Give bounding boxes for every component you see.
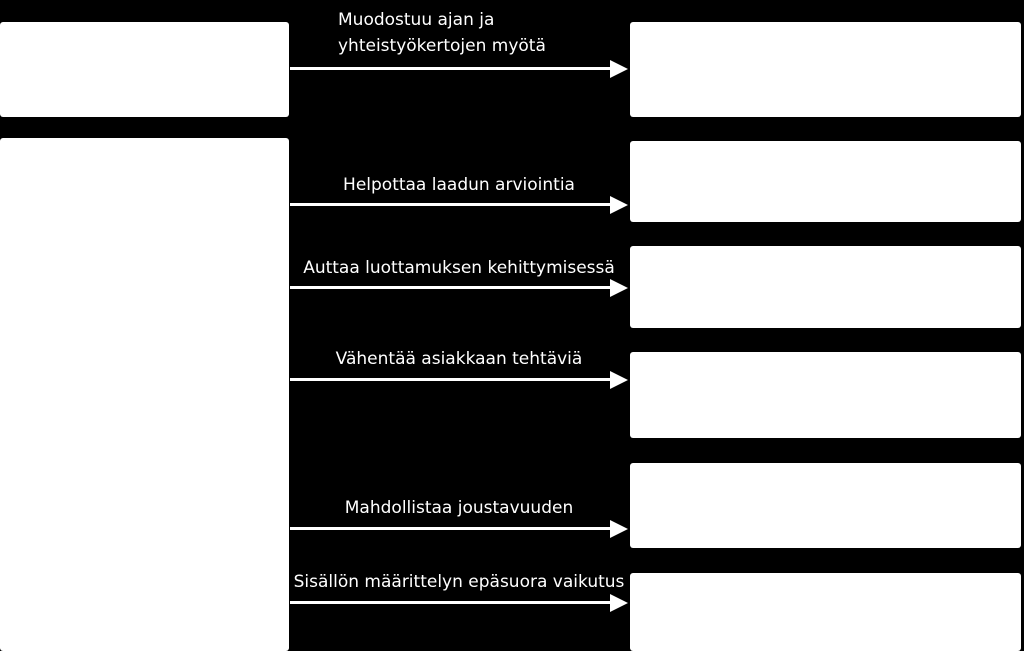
connection-4-arrow — [290, 371, 632, 389]
right-box-4 — [630, 352, 1021, 438]
connection-3-label: Auttaa luottamuksen kehittymisessä — [303, 258, 615, 278]
arrow-line — [290, 378, 612, 381]
arrow-line — [290, 203, 612, 206]
connection-2-arrow — [290, 196, 632, 214]
arrow-line — [290, 601, 612, 604]
left-box-top — [0, 22, 289, 117]
connection-3-arrow — [290, 279, 632, 297]
connection-6-arrow — [290, 594, 632, 612]
connection-1-label-line1: Muodostuu ajan ja — [338, 10, 495, 30]
connection-1-arrow — [290, 60, 632, 78]
arrow-head — [610, 594, 628, 612]
right-box-3 — [630, 246, 1021, 328]
arrow-head — [610, 60, 628, 78]
right-box-2 — [630, 141, 1021, 222]
arrow-head — [610, 196, 628, 214]
right-box-1 — [630, 22, 1021, 117]
connection-5-label: Mahdollistaa joustavuuden — [344, 498, 574, 518]
arrow-head — [610, 520, 628, 538]
right-box-6 — [630, 573, 1021, 651]
arrow-head — [610, 279, 628, 297]
connection-1-label-line2: yhteistyökertojen myötä — [338, 36, 546, 56]
connection-5-arrow — [290, 520, 632, 538]
right-box-5 — [630, 463, 1021, 548]
connection-6-label: Sisällön määrittelyn epäsuora vaikutus — [293, 572, 625, 592]
arrow-line — [290, 286, 612, 289]
arrow-line — [290, 67, 612, 70]
arrow-head — [610, 371, 628, 389]
left-box-main — [0, 138, 289, 651]
arrow-line — [290, 527, 612, 530]
connection-4-label: Vähentää asiakkaan tehtäviä — [335, 349, 583, 369]
connection-2-label: Helpottaa laadun arviointia — [343, 175, 575, 195]
